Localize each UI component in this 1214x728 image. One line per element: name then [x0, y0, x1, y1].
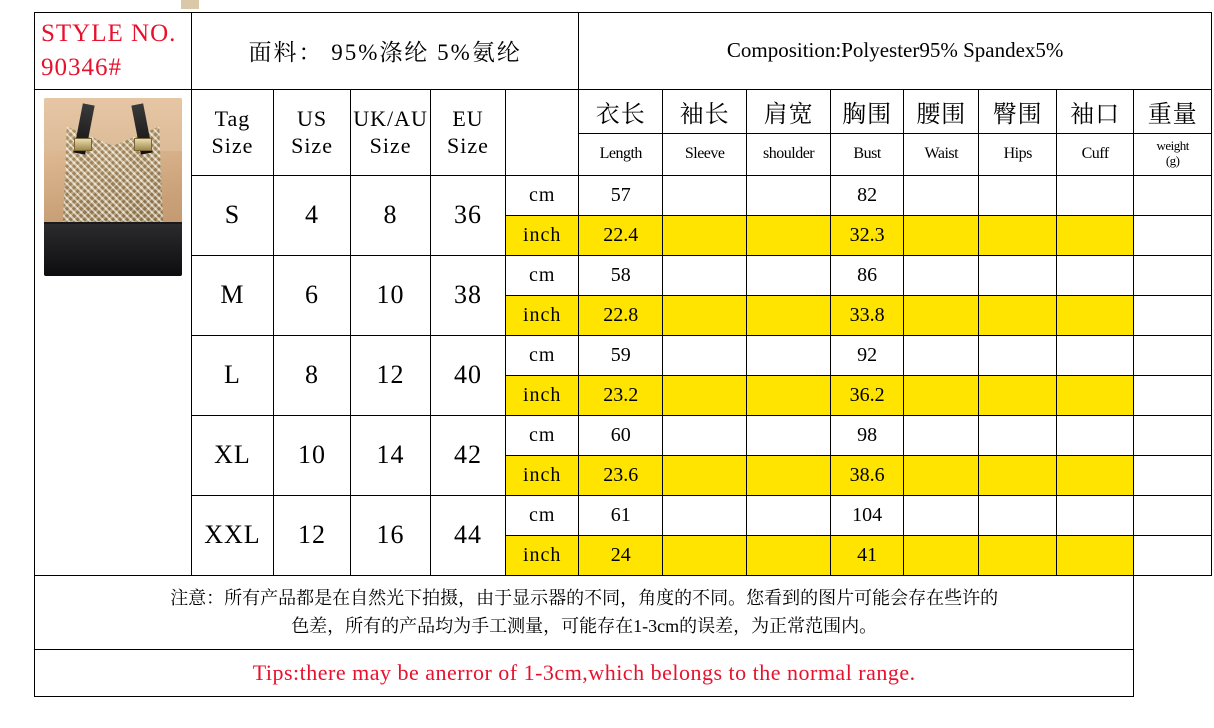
xl-inch-cuff	[1056, 455, 1133, 495]
l-inch-bust: 36.2	[831, 375, 904, 415]
xl-inch-waist	[904, 455, 979, 495]
m-cm-weight	[1134, 255, 1212, 295]
m-inch-hips	[979, 295, 1056, 335]
col-header-cuff-en: Cuff	[1056, 133, 1133, 175]
disclaimer-line-1: 注意：所有产品都是在自然光下拍摄，由于显示器的不同，角度的不同。您看到的图片可能会存在些许的	[170, 587, 999, 608]
col-header-sleeve-en: Sleeve	[663, 133, 747, 175]
uk-size-l: 12	[351, 335, 431, 415]
l-cm-sleeve	[663, 335, 747, 375]
uk-size-m: 10	[351, 255, 431, 335]
column-header-cn-row	[35, 89, 1212, 133]
notes-row	[35, 575, 1212, 650]
xxl-cm-hips	[979, 495, 1056, 535]
xxl-inch-bust: 41	[831, 535, 904, 575]
tips-row	[35, 650, 1212, 697]
col-header-waist-en: Waist	[904, 133, 979, 175]
s-inch-length: 22.4	[579, 215, 663, 255]
m-cm-cuff	[1056, 255, 1133, 295]
s-inch-weight	[1134, 215, 1212, 255]
l-inch-length: 23.2	[579, 375, 663, 415]
product-image-cell	[35, 89, 192, 575]
size-label-xl: XL	[192, 415, 274, 495]
unit-cm-l: cm	[506, 335, 579, 375]
photo-buckle-right	[134, 138, 152, 151]
table-row	[35, 255, 1212, 295]
l-cm-bust: 92	[831, 335, 904, 375]
style-no-value: 90346#	[41, 53, 122, 81]
uk-size-s: 8	[351, 175, 431, 255]
col-header-eu-size: EU Size	[430, 89, 505, 175]
photo-buckle-left	[74, 138, 92, 151]
xl-cm-sleeve	[663, 415, 747, 455]
col-header-waist-cn: 腰围	[904, 89, 979, 133]
s-cm-cuff	[1056, 175, 1133, 215]
xxl-inch-waist	[904, 535, 979, 575]
l-cm-hips	[979, 335, 1056, 375]
xl-cm-weight	[1134, 415, 1212, 455]
col-header-bust-cn: 胸围	[831, 89, 904, 133]
s-inch-bust: 32.3	[831, 215, 904, 255]
l-inch-weight	[1134, 375, 1212, 415]
xxl-cm-cuff	[1056, 495, 1133, 535]
l-cm-shoulder	[747, 335, 831, 375]
xxl-inch-weight	[1134, 535, 1212, 575]
unit-cm-s: cm	[506, 175, 579, 215]
xl-inch-hips	[979, 455, 1056, 495]
xxl-inch-shoulder	[747, 535, 831, 575]
unit-cm-xl: cm	[506, 415, 579, 455]
s-cm-hips	[979, 175, 1056, 215]
col-header-hips-en: Hips	[979, 133, 1056, 175]
eu-size-m: 38	[430, 255, 505, 335]
photo-pants	[44, 224, 182, 276]
eu-size-l: 40	[430, 335, 505, 415]
us-size-l: 8	[273, 335, 350, 415]
l-cm-weight	[1134, 335, 1212, 375]
xl-cm-bust: 98	[831, 415, 904, 455]
col-header-sleeve-cn: 袖长	[663, 89, 747, 133]
m-inch-sleeve	[663, 295, 747, 335]
l-inch-waist	[904, 375, 979, 415]
xxl-inch-hips	[979, 535, 1056, 575]
col-header-weight-cn: 重量	[1134, 89, 1212, 133]
table-row	[35, 335, 1212, 375]
photo-background	[44, 98, 182, 151]
m-inch-waist	[904, 295, 979, 335]
unit-cm-xxl: cm	[506, 495, 579, 535]
m-cm-bust: 86	[831, 255, 904, 295]
xl-cm-shoulder	[747, 415, 831, 455]
xxl-inch-length: 24	[579, 535, 663, 575]
s-cm-waist	[904, 175, 979, 215]
col-header-shoulder-en: shoulder	[747, 133, 831, 175]
xl-cm-waist	[904, 415, 979, 455]
top-marker	[181, 0, 199, 9]
col-header-cuff-cn: 袖口	[1056, 89, 1133, 133]
us-size-xxl: 12	[273, 495, 350, 575]
fabric-cn-cell: 面料： 95%涤纶 5%氨纶	[192, 13, 579, 90]
product-photo	[44, 98, 182, 276]
m-cm-sleeve	[663, 255, 747, 295]
col-header-tag-size: Tag Size	[192, 89, 274, 175]
s-inch-shoulder	[747, 215, 831, 255]
s-cm-length: 57	[579, 175, 663, 215]
col-header-unit	[506, 89, 579, 175]
m-inch-length: 22.8	[579, 295, 663, 335]
col-header-bust-en: Bust	[831, 133, 904, 175]
uk-size-xl: 14	[351, 415, 431, 495]
m-cm-hips	[979, 255, 1056, 295]
style-no-label: STYLE NO.	[41, 20, 177, 47]
size-label-l: L	[192, 335, 274, 415]
xxl-cm-waist	[904, 495, 979, 535]
tips-note: Tips:there may be anerror of 1-3cm,which belongs to the normal range.	[35, 650, 1134, 697]
s-inch-sleeve	[663, 215, 747, 255]
m-inch-cuff	[1056, 295, 1133, 335]
col-header-hips-cn: 臀围	[979, 89, 1056, 133]
xl-inch-shoulder	[747, 455, 831, 495]
l-cm-waist	[904, 335, 979, 375]
col-header-length-en: Length	[579, 133, 663, 175]
xl-inch-bust: 38.6	[831, 455, 904, 495]
xxl-cm-weight	[1134, 495, 1212, 535]
table-row	[35, 495, 1212, 535]
us-size-s: 4	[273, 175, 350, 255]
s-cm-shoulder	[747, 175, 831, 215]
s-cm-weight	[1134, 175, 1212, 215]
col-header-length-cn: 衣长	[579, 89, 663, 133]
m-cm-waist	[904, 255, 979, 295]
s-inch-waist	[904, 215, 979, 255]
l-inch-cuff	[1056, 375, 1133, 415]
disclaimer-line-2: 色差，所有的产品均为手工测量，可能存在1-3cm的误差，为正常范围内。	[291, 616, 878, 637]
l-cm-length: 59	[579, 335, 663, 375]
us-size-xl: 10	[273, 415, 350, 495]
xl-cm-hips	[979, 415, 1056, 455]
l-inch-shoulder	[747, 375, 831, 415]
xl-cm-length: 60	[579, 415, 663, 455]
size-label-m: M	[192, 255, 274, 335]
xxl-cm-shoulder	[747, 495, 831, 535]
header-row	[35, 13, 1212, 90]
unit-inch-xl: inch	[506, 455, 579, 495]
col-header-uk-au-size: UK/AU Size	[351, 89, 431, 175]
xl-inch-length: 23.6	[579, 455, 663, 495]
col-header-shoulder-cn: 肩宽	[747, 89, 831, 133]
size-chart-table	[34, 12, 1212, 697]
s-cm-bust: 82	[831, 175, 904, 215]
eu-size-xl: 42	[430, 415, 505, 495]
m-cm-shoulder	[747, 255, 831, 295]
eu-size-xxl: 44	[430, 495, 505, 575]
size-label-xxl: XXL	[192, 495, 274, 575]
l-cm-cuff	[1056, 335, 1133, 375]
l-inch-hips	[979, 375, 1056, 415]
unit-cm-m: cm	[506, 255, 579, 295]
col-header-us-size: US Size	[273, 89, 350, 175]
s-cm-sleeve	[663, 175, 747, 215]
size-label-s: S	[192, 175, 274, 255]
xl-inch-weight	[1134, 455, 1212, 495]
s-inch-hips	[979, 215, 1056, 255]
m-inch-bust: 33.8	[831, 295, 904, 335]
l-inch-sleeve	[663, 375, 747, 415]
style-no-cell	[35, 13, 192, 90]
m-inch-weight	[1134, 295, 1212, 335]
xxl-cm-sleeve	[663, 495, 747, 535]
us-size-m: 6	[273, 255, 350, 335]
disclaimer-note	[35, 575, 1134, 650]
xxl-inch-sleeve	[663, 535, 747, 575]
xxl-cm-bust: 104	[831, 495, 904, 535]
table-row	[35, 415, 1212, 455]
unit-inch-l: inch	[506, 375, 579, 415]
table-row	[35, 175, 1212, 215]
col-header-weight-en: weight (g)	[1134, 133, 1212, 175]
xxl-cm-length: 61	[579, 495, 663, 535]
s-inch-cuff	[1056, 215, 1133, 255]
m-inch-shoulder	[747, 295, 831, 335]
m-cm-length: 58	[579, 255, 663, 295]
eu-size-s: 36	[430, 175, 505, 255]
unit-inch-xxl: inch	[506, 535, 579, 575]
unit-inch-s: inch	[506, 215, 579, 255]
unit-inch-m: inch	[506, 295, 579, 335]
xl-cm-cuff	[1056, 415, 1133, 455]
xl-inch-sleeve	[663, 455, 747, 495]
fabric-en-cell: Composition:Polyester95% Spandex5%	[579, 13, 1212, 90]
xxl-inch-cuff	[1056, 535, 1133, 575]
uk-size-xxl: 16	[351, 495, 431, 575]
